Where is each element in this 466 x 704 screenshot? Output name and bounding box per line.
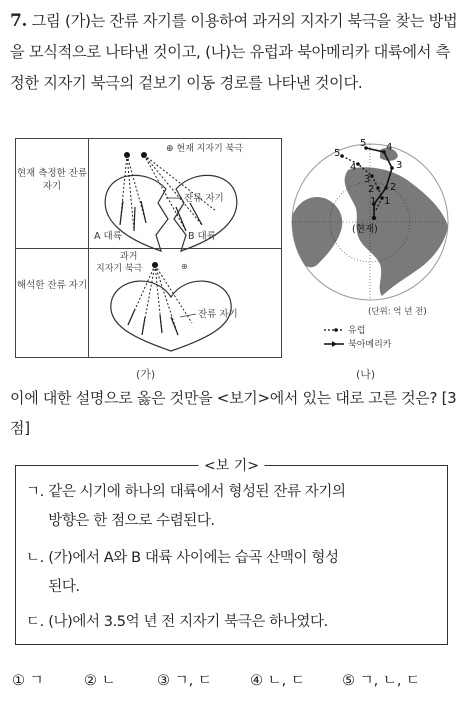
past-pole-label-1: 과거 [120,252,138,262]
bogi-item-2 [26,544,446,602]
bogi-item-2-line1: (가)에서 A와 B 대륙 사이에는 습곡 산맥이 형성 [48,550,339,566]
choice-5[interactable]: ⑤ ㄱ, ㄴ, ㄷ [342,673,421,689]
figure-a-diagram [16,139,281,357]
question-prompt: 이에 대한 설명으로 옳은 것만을 <보기>에서 있는 대로 고른 것은? [3점] [10,389,457,437]
remanent-arrows-bottom [128,309,178,335]
present-label: (현재) [352,224,378,235]
bogi-item-1-line2: 방향은 한 점으로 수렴된다. [48,513,215,529]
bogi-item-1 [26,478,446,536]
continent-b-label: B 대륙 [188,231,216,242]
choice-3[interactable]: ③ ㄱ, ㄷ [157,673,212,689]
na-age-3: 3 [396,160,403,171]
europe-age-5: 5 [334,148,341,159]
choice-4[interactable]: ④ ㄴ, ㄷ [250,673,305,689]
na-age-2: 2 [390,182,397,193]
figure-a-caption: (가) [136,368,156,381]
continent-a-label: A 대륙 [94,231,122,242]
bogi-item-2-line2: 된다. [48,579,80,595]
na-age-4: 4 [386,142,393,153]
unit-label: (단위: 억 년 전) [368,307,427,317]
remanent-label-1: 잔류 자기 [184,193,224,204]
bogi-mark-1: ㄱ. [26,484,44,500]
legend-europe-label: 유럽 [348,326,366,336]
legend-na-arrowhead [332,341,337,347]
choice-1[interactable]: ① ㄱ [12,673,44,689]
figure-a [15,138,282,358]
remanent-label-2: 잔류 자기 [198,309,238,320]
current-pole-marker: ⊕ [181,262,188,271]
question-text [10,6,458,99]
remanent-lines-bottom [128,265,192,335]
bogi-title: <보 기> [198,455,265,475]
bogi-item-3-line1: (나)에서 3.5억 년 전 지자기 북극은 하나였다. [48,614,328,630]
europe-age-2: 2 [368,184,375,195]
europe-age-3: 3 [364,174,371,185]
bogi-box [15,458,448,645]
bogi-mark-3: ㄷ. [26,614,44,630]
choice-2[interactable]: ② ㄴ [84,673,116,689]
bogi-item-3 [26,608,446,637]
legend-europe-dot [334,328,338,332]
present-pole-dot [372,216,376,220]
na-age-1: 1 [384,196,391,207]
past-pole-label-2: 지자기 북극 [96,264,143,274]
row-label-current: 현재 측정한 잔류 자기 [16,168,88,192]
current-pole-legend: ⊕ 현재 지자기 북극 [166,144,243,154]
legend-north-america-label: 북아메리카 [348,340,392,350]
bogi-item-1-line1: 같은 시기에 하나의 대륙에서 형성된 잔류 자기의 [48,484,346,500]
europe-age-4: 4 [350,162,357,173]
europe-age-1: 1 [370,196,377,207]
question-number: 7. [10,11,28,31]
question-body: 그림 (가)는 잔류 자기를 이용하여 과거의 지자기 북극을 찾는 방법을 모식적으로 나타낸 것이고, (나)는 유럽과 북아메리카 대륙에서 측정한 지자기 북극의 겉보기 이동 경로를 나타낸 것이다. [10,12,458,92]
row-label-interpreted: 해석한 잔류 자기 [16,280,88,291]
figure-b [288,130,458,370]
na-age-5: 5 [360,138,367,149]
figure-b-caption: (나) [356,368,376,381]
bogi-mark-2: ㄴ. [26,550,44,566]
